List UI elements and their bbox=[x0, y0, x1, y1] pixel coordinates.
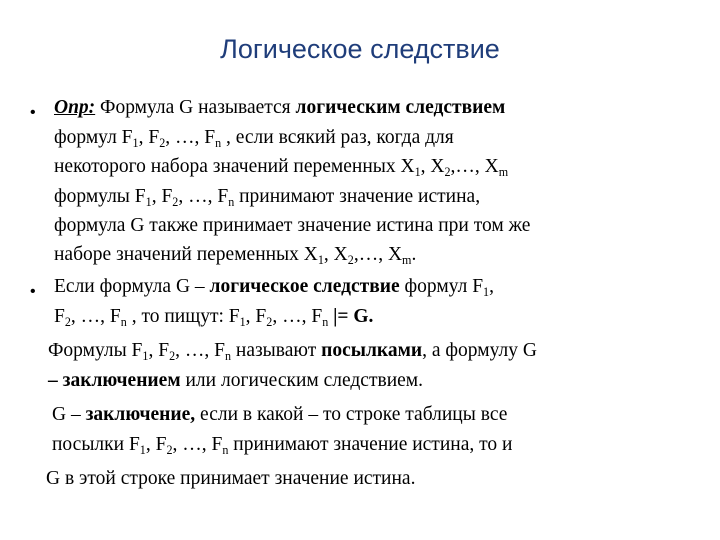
conclusion-line-3: G в этой строке принимает значение истина. bbox=[46, 468, 416, 489]
definition-line-2: формул $F_1$, $F_2$, …, $F_n$ , если всякий раз, когда для bbox=[54, 127, 454, 151]
definition-label: Опр: bbox=[54, 97, 96, 118]
bullet-marker-1: • bbox=[30, 104, 36, 121]
term-conclusion: – заключением bbox=[48, 370, 181, 391]
conclusion-line-2: посылки $F_1$, $F_2$, …, $F_n$ принимают значение истина, то и bbox=[52, 434, 513, 458]
bullet-marker-2: • bbox=[30, 283, 36, 300]
definition-line-5: формула G также принимает значение истина при том же bbox=[54, 215, 531, 236]
premises-line-1: Формулы $F_1$, $F_2$, …, $F_n$ называют посылками, а формулу G bbox=[48, 340, 537, 364]
term-logical-consequence: логическим следствием bbox=[295, 97, 506, 118]
notation-line-2: $F_2$, …, $F_n$ , то пищут: $F_1$, $F_2$, …, $F_n$ |= G. bbox=[54, 306, 374, 330]
conclusion-line-1: G – заключение, если в какой – то строке таблицы все bbox=[52, 404, 508, 425]
entailment-symbol: |= G. bbox=[328, 306, 374, 327]
definition-line-1: Опр: Формула G называется логическим следствием bbox=[54, 97, 506, 118]
definition-line-6: наборе значений переменных $X_1$, $X_2,\dots$, $X_m$. bbox=[54, 244, 417, 268]
slide-title: Логическое следствие bbox=[220, 34, 500, 64]
definition-line-3: некоторого набора значений переменных $X_1$, $X_2,\dots$, $X_m$ bbox=[54, 156, 509, 180]
term-logical-consequence-2: логическое следствие bbox=[209, 276, 400, 297]
definition-line-4: формулы $F_1$, $F_2$, …, $F_n$ принимают значение истина, bbox=[54, 186, 481, 210]
notation-line-1: Если формула G – логическое следствие формул $F_1$, bbox=[54, 276, 494, 300]
term-premises: посылками bbox=[321, 340, 423, 361]
premises-line-2: – заключением или логическим следствием. bbox=[48, 370, 423, 391]
term-conclusion-2: заключение, bbox=[85, 404, 196, 425]
